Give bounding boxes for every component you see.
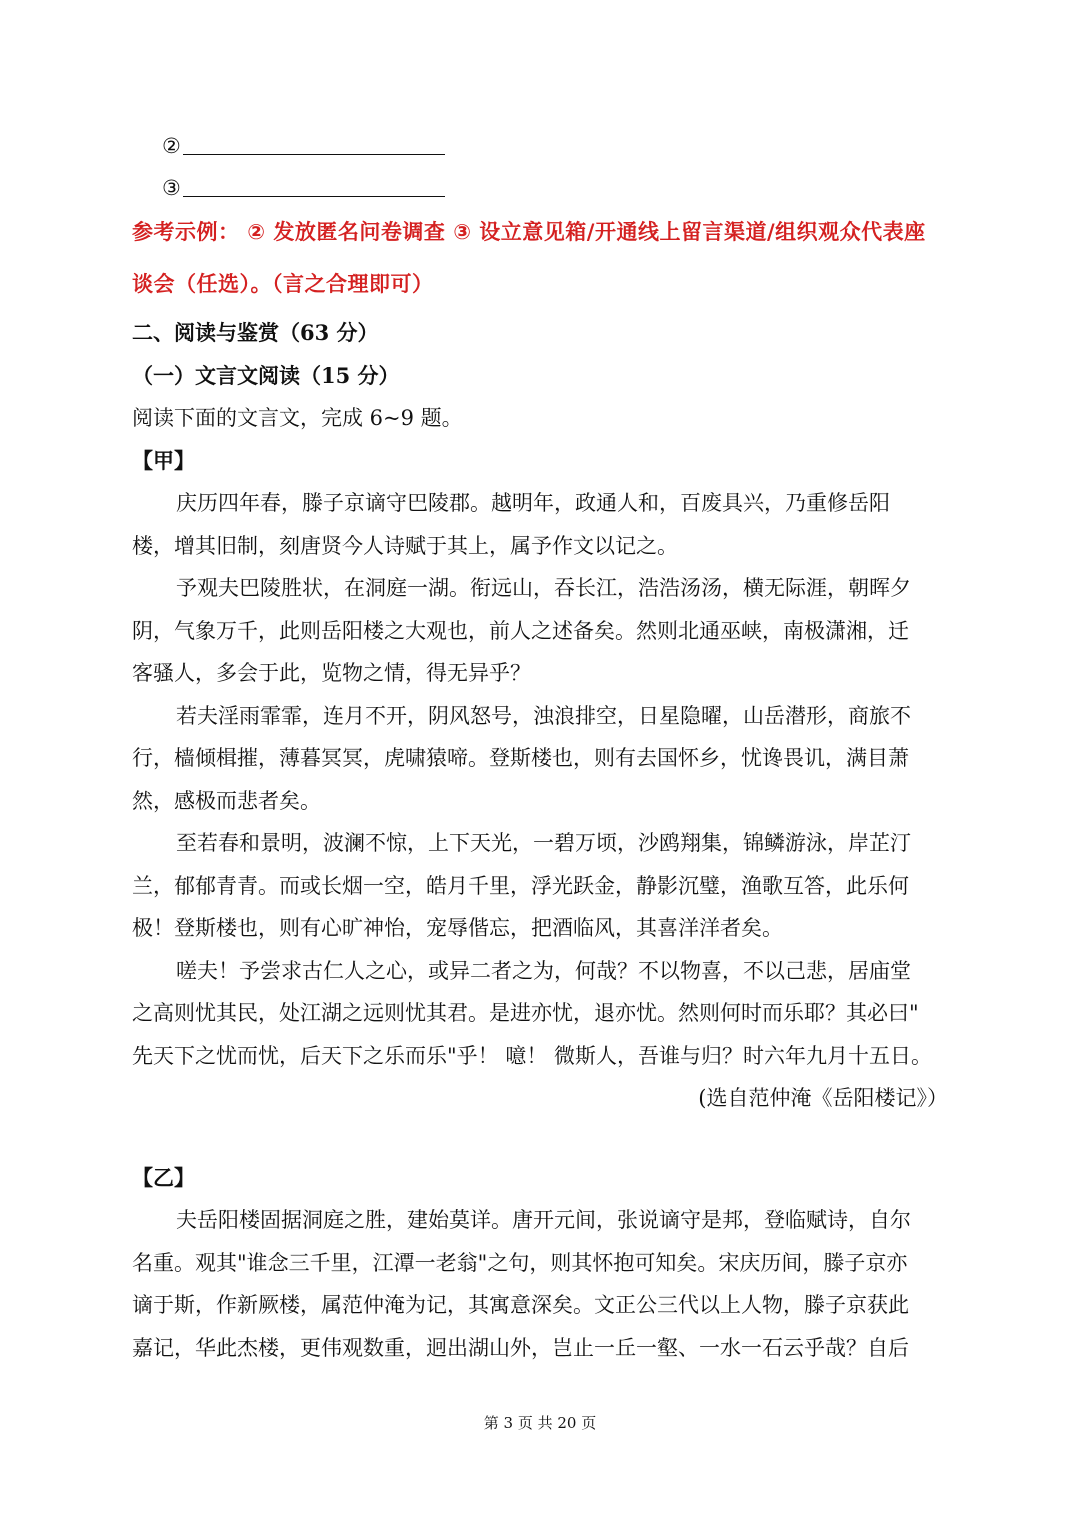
passage-line: 名重。观其"谁念三千里，江潭一老翁"之句，则其怀抱可知矣。宋庆历间，滕子京亦 [132,1251,908,1275]
passage-line: 若夫淫雨霏霏，连月不开，阴风怒号，浊浪排空，日星隐曜，山岳潜形，商旅不 [176,704,911,728]
passage-source: (选自范仲淹《岳阳楼记》） [698,1086,948,1110]
passage-jia-label: 【甲】 [132,448,195,473]
reference-answer-line-1: 参考示例： ② 发放匿名问卷调查 ③ 设立意见箱/开通线上留言渠道/组织观众代表座 [132,220,926,244]
section-heading: 二、阅读与鉴赏（63 分） [132,320,379,345]
passage-line: 兰，郁郁青青。而或长烟一空，皓月千里，浮光跃金，静影沉璧，渔歌互答，此乐何 [132,874,909,898]
passage-line: 极！登斯楼也，则有心旷神怡，宠辱偕忘，把酒临风，其喜洋洋者矣。 [132,916,783,940]
passage-line: 先天下之忧而忧，后天下之乐而乐"乎！ 噫！ 微斯人，吾谁与归？时六年九月十五日。 [132,1044,933,1068]
passage-line: 嗟夫！予尝求古仁人之心，或异二者之为，何哉？不以物喜，不以己悲，居庙堂 [176,959,911,983]
passage-line: 予观夫巴陵胜状，在洞庭一湖。衔远山，吞长江，浩浩汤汤，横无际涯，朝晖夕 [176,576,911,600]
passage-line: 行，樯倾楫摧，薄暮冥冥，虎啸猿啼。登斯楼也，则有去国怀乡，忧谗畏讥，满目萧 [132,746,909,770]
passage-line: 然，感极而悲者矣。 [132,789,321,813]
blank-marker: ③ [162,176,181,200]
passage-line: 之高则忧其民，处江湖之远则忧其君。是进亦忧，退亦忧。然则何时而乐耶？其必曰" [132,1001,919,1025]
blank-underline[interactable] [183,174,445,197]
answer-blank-2 [162,131,978,161]
passage-line: 客骚人，多会于此，览物之情，得无异乎？ [132,661,531,685]
instruction-text: 阅读下面的文言文，完成 6~9 题。 [132,406,463,430]
passage-yi-label: 【乙】 [132,1165,195,1190]
blank-marker: ② [162,134,181,158]
page-footer: 第 3 页 共 20 页 [483,1414,597,1432]
answer-blank-3 [162,173,978,203]
passage-line: 楼，增其旧制，刻唐贤今人诗赋于其上，属予作文以记之。 [132,534,678,558]
passage-line: 夫岳阳楼固据洞庭之胜，建始莫详。唐开元间，张说谪守是邦，登临赋诗，自尔 [176,1208,911,1232]
passage-line: 至若春和景明，波澜不惊，上下天光，一碧万顷，沙鸥翔集，锦鳞游泳，岸芷汀 [176,831,911,855]
passage-line: 阴，气象万千，此则岳阳楼之大观也，前人之述备矣。然则北通巫峡，南极潇湘，迁 [132,619,909,643]
passage-line: 谪于斯，作新厥楼，属范仲淹为记，其寓意深矣。文正公三代以上人物，滕子京获此 [132,1293,909,1317]
passage-line: 庆历四年春，滕子京谪守巴陵郡。越明年，政通人和，百废具兴，乃重修岳阳 [176,491,890,515]
blank-underline[interactable] [183,132,445,155]
passage-line: 嘉记，华此杰楼，更伟观数重，迥出湖山外，岂止一丘一壑、一水一石云乎哉？自后 [132,1336,909,1360]
reference-answer-line-2: 谈会（任选）。（言之合理即可） [132,272,434,296]
section-subheading: （一）文言文阅读（15 分） [132,363,400,388]
